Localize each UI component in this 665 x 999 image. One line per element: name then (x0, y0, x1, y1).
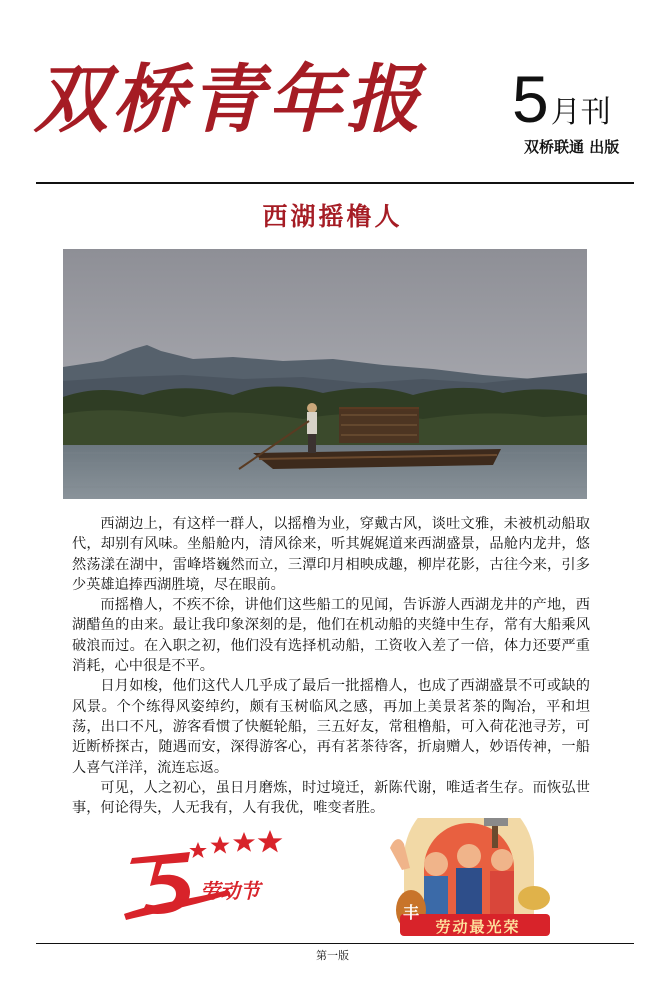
publisher-line: 双桥联通 出版 (524, 138, 620, 156)
article-paragraph: 可见，人之初心，虽日月磨炼，时过境迁，新陈代谢，唯适者生存。而恢弘世事，何论得失，人无我有，人有我优，唯变者胜。 (72, 779, 590, 817)
issue-number: 5 (512, 62, 549, 136)
labor-day-logo-graphic (118, 822, 298, 922)
labor-glory-illustration (384, 818, 554, 942)
issue-label: 月刊 (550, 95, 611, 130)
masthead-rule (36, 182, 634, 184)
article-photo (63, 249, 587, 499)
barrel-label: 丰 (403, 903, 420, 922)
west-lake-rowing-boat-photo (63, 249, 587, 499)
labor-day-logo-text: 劳动节 (200, 879, 260, 903)
page-number: 第一版 (316, 949, 349, 962)
article-paragraph: 西湖边上，有这样一群人，以摇橹为业，穿戴古风，谈吐文雅，未被机动船取代，却别有风味。坐船舱内，清风徐来，听其娓娓道来西湖盛景，品舱内龙井，悠然荡漾在湖中，雷峰塔巍然而立，三潭印月相映成趣，柳岸花影，古往今来，引多少英雄追捧西湖胜境，尽在眼前。 (72, 516, 590, 593)
issue-block (512, 62, 611, 136)
article-body (72, 514, 590, 818)
masthead-title: 双桥青年报 (34, 57, 424, 143)
labor-day-logo (118, 822, 298, 926)
article-paragraph: 而摇橹人，不疾不徐，讲他们这些船工的见闻，告诉游人西湖龙井的产地，西湖醋鱼的由来。最让我印象深刻的是，他们在机动船的夹缝中生存，常有大船乘风破浪而过。在入职之初，他们没有选择机动船，工资收入差了一倍，体力还要严重消耗，心中很是不平。 (72, 597, 590, 675)
labor-glory-banner-text: 劳动最光荣 (435, 918, 521, 936)
bottom-rule (36, 943, 634, 944)
article-headline: 西湖摇橹人 (262, 202, 403, 231)
article-paragraph: 日月如梭，他们这代人几乎成了最后一批摇橹人，也成了西湖盛景不可或缺的风景。个个练得风姿绰约，颇有玉树临风之感，再加上美景茗茶的陶冶，平和坦荡，出口不凡，游客看惯了快艇轮船，三五好友，常租橹船，可入荷花池寻芳，可近断桥探古，随遇而安，深得游客心，再有茗茶待客，折扇赠人，妙语传神，一船人喜气洋洋，流连忘返。 (72, 678, 590, 776)
